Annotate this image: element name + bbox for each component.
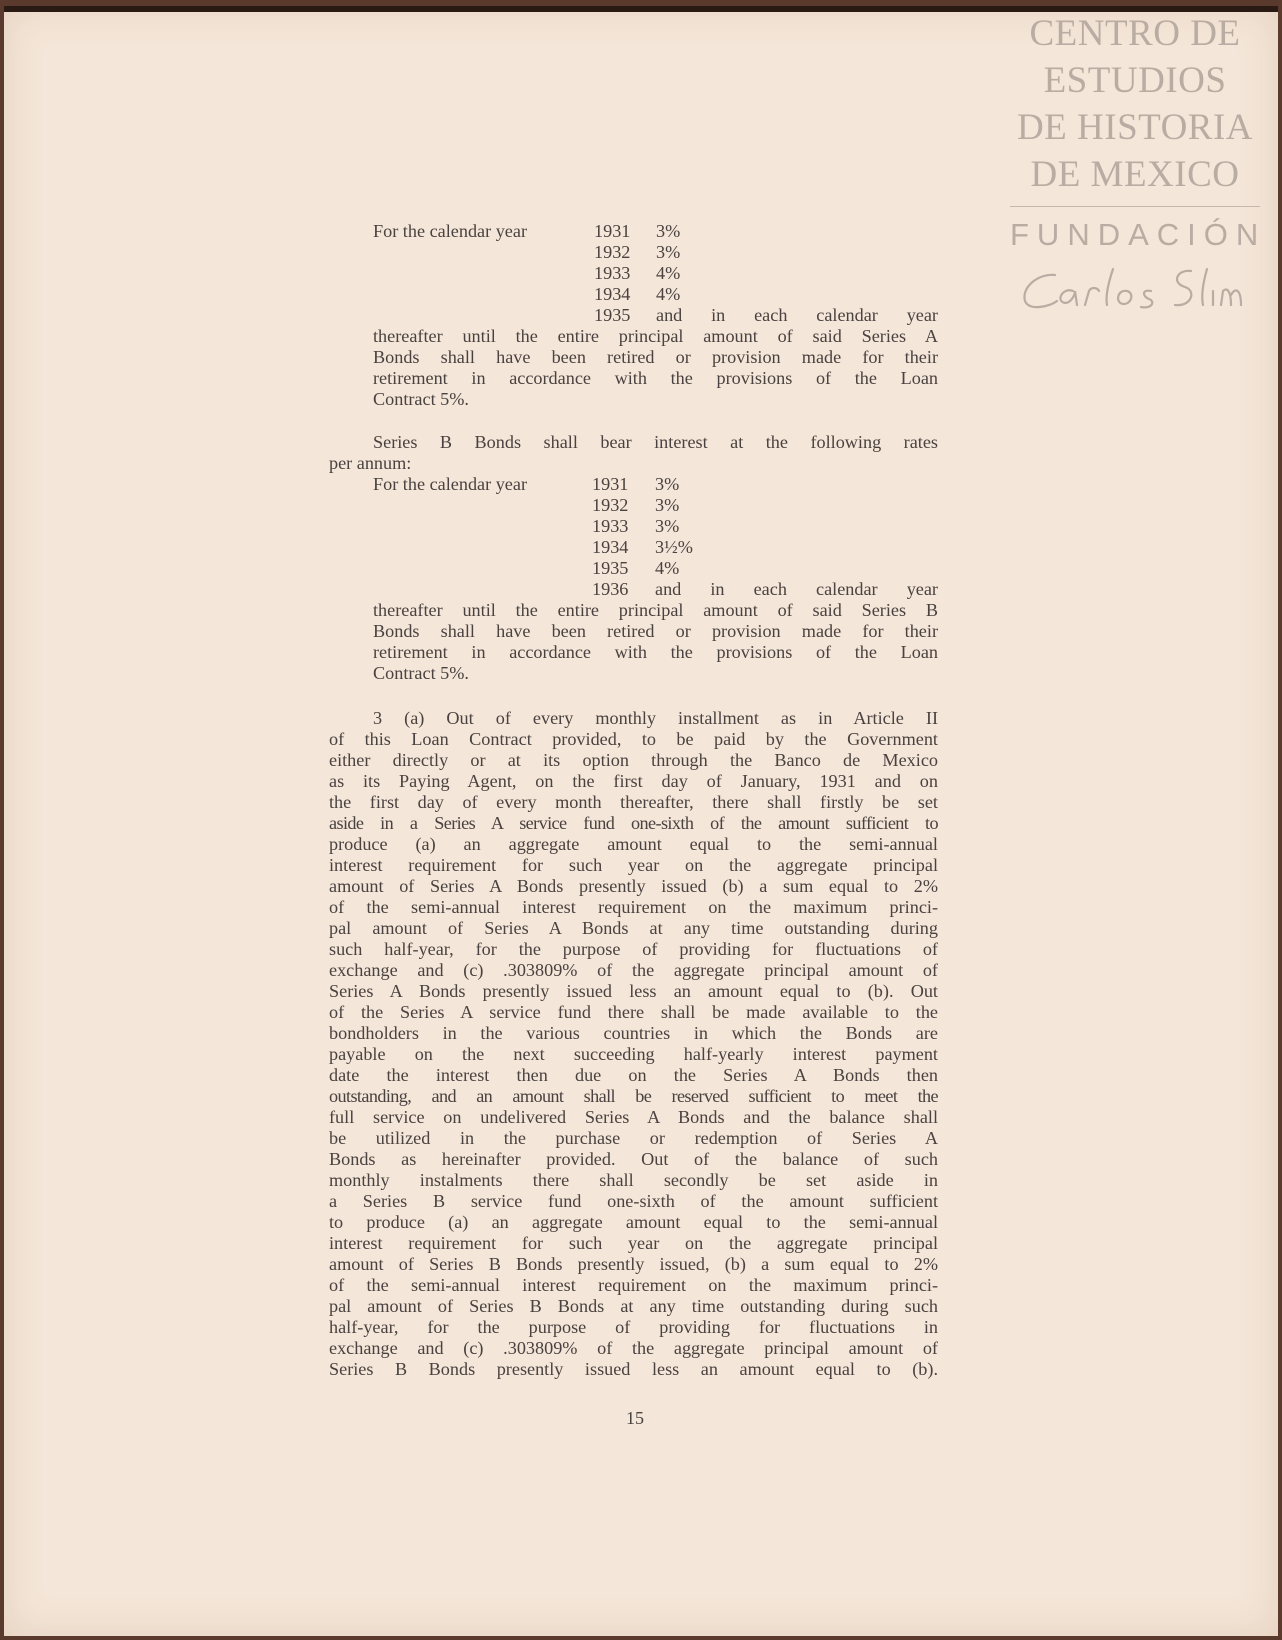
series-a-label: For the calendar year bbox=[373, 221, 528, 241]
series-a-rate: 3% bbox=[656, 221, 681, 241]
article3-line: pal amount of Series B Bonds at any time outstanding during such bbox=[329, 1296, 938, 1316]
series-b-text: Bonds shall have been retired or provision made for their bbox=[373, 621, 938, 641]
article3-line: payable on the next succeeding half-yearly interest payment bbox=[329, 1044, 938, 1064]
article3-line: half-year, for the purpose of providing for fluctuations in bbox=[329, 1317, 938, 1337]
watermark-fundacion: FUNDACIÓN bbox=[1010, 217, 1267, 252]
series-b-year: 1932 bbox=[592, 495, 629, 515]
series-b-year: 1936 bbox=[592, 579, 629, 599]
series-a-rate: 3% bbox=[656, 242, 681, 262]
article3-line: be utilized in the purchase or redemption of Series A bbox=[329, 1128, 938, 1148]
article3-line: interest requirement for such year on the aggregate principal bbox=[329, 855, 938, 875]
series-b-text: retirement in accordance with the provisions of the Loan bbox=[373, 642, 938, 662]
series-a-text: Bonds shall have been retired or provision made for their bbox=[373, 347, 938, 367]
series-b-rate: 3% bbox=[655, 495, 680, 515]
article3-line: Series A Bonds presently issued less an amount equal to (b). Out bbox=[329, 981, 938, 1001]
series-b-tail: and in each calendar year bbox=[655, 579, 938, 599]
article3-line: bondholders in the various countries in which the Bonds are bbox=[329, 1023, 938, 1043]
article3-line: to produce (a) an aggregate amount equal to the semi-annual bbox=[329, 1212, 938, 1232]
article3-line: of this Loan Contract provided, to be paid by the Government bbox=[329, 729, 938, 749]
series-a-text: thereafter until the entire principal amount of said Series A bbox=[373, 326, 938, 346]
series-a-year: 1932 bbox=[594, 242, 631, 262]
article3-line: the first day of every month thereafter, there shall firstly be set bbox=[329, 792, 938, 812]
article3-line: pal amount of Series A Bonds at any time outstanding during bbox=[329, 918, 938, 938]
article3-line: Bonds as hereinafter provided. Out of the balance of such bbox=[329, 1149, 938, 1169]
article3-line: amount of Series B Bonds presently issued, (b) a sum equal to 2% bbox=[329, 1254, 938, 1274]
watermark-line: CENTRO DE bbox=[1029, 13, 1241, 54]
series-b-rate: 3% bbox=[655, 474, 680, 494]
article3-line: outstanding, and an amount shall be reserved sufficient to meet the bbox=[329, 1086, 938, 1106]
series-b-intro: Series B Bonds shall bear interest at the following rates bbox=[373, 432, 938, 452]
article3-line: a Series B service fund one-sixth of the amount sufficient bbox=[329, 1191, 938, 1211]
article3-line: monthly instalments there shall secondly be set aside in bbox=[329, 1170, 938, 1190]
article3-line: full service on undelivered Series A Bonds and the balance shall bbox=[329, 1107, 938, 1127]
article3-line: of the semi-annual interest requirement on the maximum princi- bbox=[329, 897, 938, 917]
article3-line: aside in a Series A service fund one-sixth of the amount sufficient to bbox=[329, 813, 938, 833]
article3-line: exchange and (c) .303809% of the aggregate principal amount of bbox=[329, 960, 938, 980]
series-b-year: 1935 bbox=[592, 558, 629, 578]
article3-line: date the interest then due on the Series A Bonds then bbox=[329, 1065, 938, 1085]
series-b-text: thereafter until the entire principal amount of said Series B bbox=[373, 600, 938, 620]
series-a-year: 1933 bbox=[594, 263, 631, 283]
series-b-rate: 3% bbox=[655, 516, 680, 536]
article3-line: exchange and (c) .303809% of the aggregate principal amount of bbox=[329, 1338, 938, 1358]
series-b-rate: 3½% bbox=[655, 537, 693, 557]
series-a-year: 1935 bbox=[594, 305, 631, 325]
series-a-text: retirement in accordance with the provisions of the Loan bbox=[373, 368, 938, 388]
watermark-line: DE MEXICO bbox=[1030, 154, 1240, 195]
series-a-rate: 4% bbox=[656, 263, 681, 283]
series-b-year: 1934 bbox=[592, 537, 629, 557]
series-b-year: 1933 bbox=[592, 516, 629, 536]
series-a-year: 1934 bbox=[594, 284, 631, 304]
article3-line: amount of Series A Bonds presently issued (b) a sum equal to 2% bbox=[329, 876, 938, 896]
series-a-year: 1931 bbox=[594, 221, 631, 241]
article3-line: as its Paying Agent, on the first day of January, 1931 and on bbox=[329, 771, 938, 791]
watermark-line: ESTUDIOS bbox=[1043, 60, 1227, 101]
article3-line: interest requirement for such year on the aggregate principal bbox=[329, 1233, 938, 1253]
watermark-divider bbox=[1010, 206, 1260, 207]
page-number: 15 bbox=[626, 1408, 644, 1428]
series-b-rate: 4% bbox=[655, 558, 680, 578]
series-b-intro: per annum: bbox=[329, 453, 412, 473]
article3-line: 3 (a) Out of every monthly installment as in Article II bbox=[373, 708, 938, 728]
watermark-line: DE HISTORIA bbox=[1016, 107, 1254, 148]
series-a-tail: and in each calendar year bbox=[656, 305, 938, 325]
article3-line: either directly or at its option through the Banco de Mexico bbox=[329, 750, 938, 770]
article3-line: produce (a) an aggregate amount equal to the semi-annual bbox=[329, 834, 938, 854]
watermark-signature bbox=[1010, 261, 1260, 321]
series-b-label: For the calendar year bbox=[373, 474, 528, 494]
series-a-rate: 4% bbox=[656, 284, 681, 304]
article3-line: of the semi-annual interest requirement on the maximum princi- bbox=[329, 1275, 938, 1295]
article3-line: of the Series A service fund there shall be made available to the bbox=[329, 1002, 938, 1022]
series-b-text: Contract 5%. bbox=[373, 663, 469, 683]
series-a-text: Contract 5%. bbox=[373, 389, 469, 409]
series-b-year: 1931 bbox=[592, 474, 629, 494]
watermark bbox=[1010, 10, 1267, 321]
article3-line: Series B Bonds presently issued less an amount equal to (b). bbox=[329, 1359, 938, 1379]
signature-icon bbox=[1015, 261, 1255, 317]
article3-line: such half-year, for the purpose of providing for fluctuations of bbox=[329, 939, 938, 959]
